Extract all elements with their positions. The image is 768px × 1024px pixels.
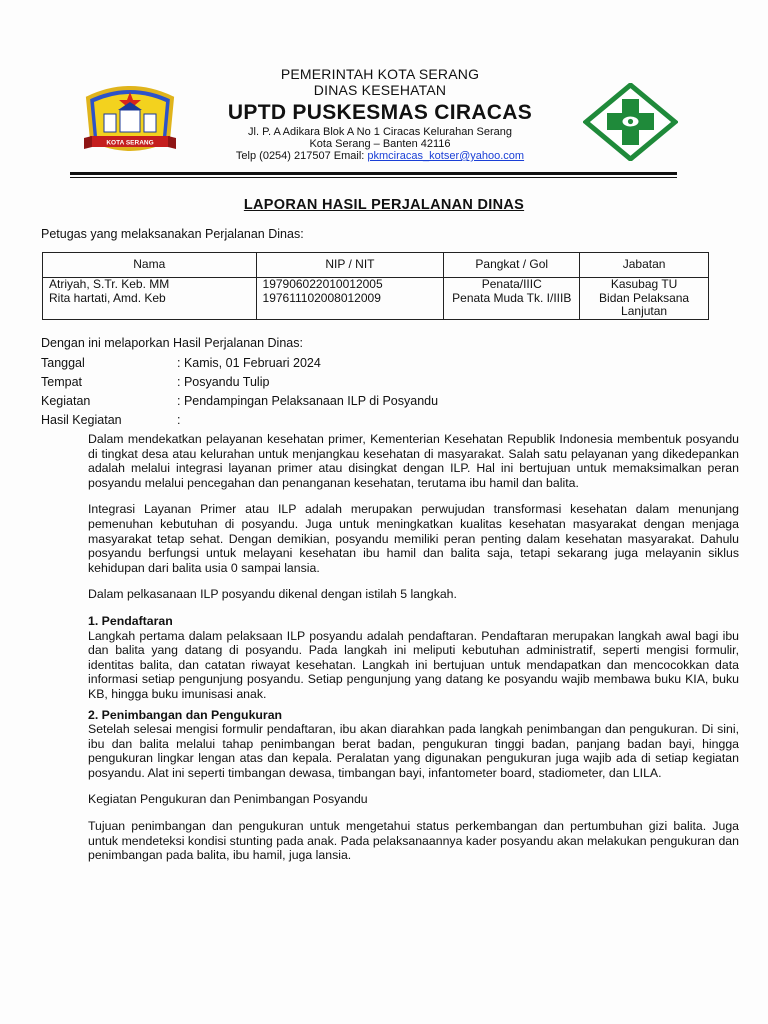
phone-text: Telp (0254) 217507 Email: xyxy=(235,150,365,162)
table-row xyxy=(43,278,709,292)
paragraph: Dalam mendekatkan pelayanan kesehatan primer, Kementerian Kesehatan Republik Indonesia membentuk posyandu di tingkat desa atau kelurahan untuk menjangkau kesehatan di masyarakat. Salah satu pelayanan yang dikedepankan adalah melalui integrasi layanan primer atau disingkat dengan ILP. Hal ini bertujuan untuk memaksimalkan peran posyandu melalui pencegahan dan penanganan kesehatan, terutama ibu hamil dan balita. xyxy=(88,432,739,490)
city-line: Kota Serang – Banten 42116 xyxy=(309,138,451,150)
report-body xyxy=(88,432,739,875)
officers-table xyxy=(42,252,709,320)
officers-intro: Petugas yang melaksanakan Perjalanan Dinas: xyxy=(41,227,304,241)
table-row xyxy=(43,292,709,320)
table-cell: Penata Muda Tk. I/IIIB xyxy=(444,292,580,320)
paragraph: Integrasi Layanan Primer atau ILP adalah merupakan perwujudan transformasi kesehatan dalam menunjang pemenuhan kebutuhan di posyandu. Juga untuk meningkatkan kualitas kesehatan masyarakat dengan menjaga masyarakat tetap sehat. Dengan demikian, posyandu memiliki peran penting dalam kesehatan masyarakat. Dahulu posyandu berfungsi untuk melayani kesehatan ibu hamil dan balita saja, tetapi sekarang juga melayanin siklus kehidupan dari balita usia 0 sampai lansia. xyxy=(88,502,739,575)
puskesmas-logo xyxy=(583,83,678,161)
info-label: Hasil Kegiatan xyxy=(41,413,122,427)
table-header-row xyxy=(43,253,709,278)
email-link[interactable]: pkmciracas_kotser@yahoo.com xyxy=(367,150,525,162)
info-value: : xyxy=(177,413,181,427)
paragraph: Dalam pelkasanaan ILP posyandu dikenal dengan istilah 5 langkah. xyxy=(88,587,457,602)
letterhead xyxy=(185,66,575,162)
paragraph: Kegiatan Pengukuran dan Penimbangan Posyandu xyxy=(88,792,368,807)
table-cell: Atriyah, S.Tr. Keb. MM xyxy=(43,278,257,292)
info-value: : Posyandu Tulip xyxy=(177,375,270,389)
header-divider-thin xyxy=(70,177,677,178)
logo-text: KOTA SERANG xyxy=(106,139,154,147)
info-value: : Kamis, 01 Februari 2024 xyxy=(177,356,321,370)
paragraph: Langkah pertama dalam pelaksaan ILP posyandu adalah pendaftaran. Pendaftaran merupakan langkah awal bagi ibu dan balita yang datang di posyandu. Pada langkah ini meliputi kebutuhan administratif, seperti mengisi formulir, identitas balita, dan catatan riwayat kesehatan. Langkah ini bertujuan untuk mendapatkan dan mencocokkan data informasi setiap pengunjung posyandu. Setiap pengunjung yang datang ke posyandu wajib membawa buku KIA, buku KB, hingga buku imunisasi anak. xyxy=(88,628,739,701)
info-value: : Pendampingan Pelaksanaan ILP di Posyandu xyxy=(177,394,439,408)
report-intro: Dengan ini melaporkan Hasil Perjalanan Dinas: xyxy=(41,336,303,350)
contact-line xyxy=(185,150,575,162)
paragraph: Setelah selesai mengisi formulir pendaftaran, ibu akan diarahkan pada langkah penimbangan dan pengukuran. Di sini, ibu dan balita melalui tahap penimbangan berat badan, pengukuran tinggi badan, panjang badan bayi, hingga pengukuran lingkar lengan atas dan kepala. Peralatan yang digunakan pengukuran juga wajib ada di setiap kegiatan posyandu. Alat ini seperti timbangan dewasa, timbangan bayi, infantometer board, stadiometer, dan LILA. xyxy=(88,722,739,780)
address-line: Jl. P. A Adikara Blok A No 1 Ciracas Kelurahan Serang xyxy=(248,126,512,138)
kota-serang-logo xyxy=(80,80,180,162)
section-heading: 1. Pendaftaran xyxy=(88,613,173,628)
table-cell: Bidan Pelaksana Lanjutan xyxy=(580,292,709,320)
info-label: Tanggal xyxy=(41,356,85,370)
table-cell: Rita hartati, Amd. Keb xyxy=(43,292,257,320)
table-cell: Penata/IIIC xyxy=(444,278,580,292)
info-label: Kegiatan xyxy=(41,394,91,408)
column-header: Pangkat / Gol xyxy=(444,253,580,278)
column-header: Nama xyxy=(43,253,257,278)
column-header: NIP / NIT xyxy=(256,253,444,278)
paragraph: Tujuan penimbangan dan pengukuran untuk mengetahui status perkembangan dan pertumbuhan gizi balita. Juga untuk mendeteksi kondisi stunting pada anak. Pada pelaksanaannya kader posyandu akan melakukan pengukuran dan penimbangan pada balita, ibu hamil, juga lansia. xyxy=(88,819,739,863)
department-name: DINAS KESEHATAN xyxy=(313,82,447,98)
organization-name: UPTD PUSKESMAS CIRACAS xyxy=(227,101,533,124)
header-divider-thick xyxy=(70,172,677,175)
table-cell: 197611102008012009 xyxy=(256,292,444,320)
section-heading: 2. Penimbangan dan Pengukuran xyxy=(88,707,283,722)
column-header: Jabatan xyxy=(580,253,709,278)
government-name: PEMERINTAH KOTA SERANG xyxy=(280,66,480,82)
table-cell: 197906022010012005 xyxy=(256,278,444,292)
table-cell: Kasubag TU xyxy=(580,278,709,292)
info-label: Tempat xyxy=(41,375,82,389)
report-title: LAPORAN HASIL PERJALANAN DINAS xyxy=(243,197,525,213)
